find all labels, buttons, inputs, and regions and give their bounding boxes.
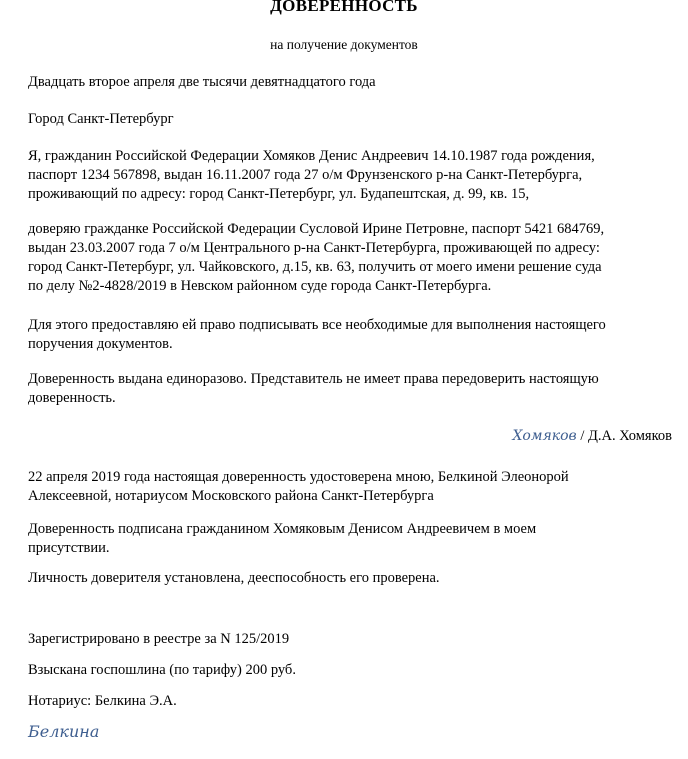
trust-line: город Санкт-Петербург, ул. Чайковского, д.15, кв. 63, получить от моего имени решение суда [28, 259, 602, 275]
notary-handwritten-signature: Белкина [28, 722, 100, 741]
principal-handwritten-signature: Хомяков [512, 428, 577, 444]
principal-line: паспорт 1234 567898, выдан 16.11.2007 года 27 о/м Фрунзенского р-на Санкт-Петербурга, [28, 167, 583, 183]
certification-line: 22 апреля 2019 года настоящая доверенность удостоверена мною, Белкиной Элеонорой [28, 469, 569, 485]
notary-certification-paragraph [28, 468, 668, 506]
presence-line: Доверенность подписана гражданином Хомяковым Денисом Андреевичем в моем [28, 521, 537, 537]
trust-paragraph [28, 220, 668, 296]
rights-line: Для этого предоставляю ей право подписывать все необходимые для выполнения настоящего [28, 317, 606, 333]
identity-statement: Личность доверителя установлена, дееспособность его проверена. [28, 570, 440, 586]
fee-line: Взыскана госпошлина (по тарифу) 200 руб. [28, 662, 296, 678]
principal-line: Я, гражданин Российской Федерации Хомяков Денис Андреевич 14.10.1987 года рождения, [28, 148, 595, 164]
principal-printed-name: Д.А. Хомяков [587, 428, 672, 444]
notary-name-line: Нотариус: Белкина Э.А. [28, 693, 177, 709]
principal-line: проживающий по адресу: город Санкт-Петербург, ул. Будапештская, д. 99, кв. 15, [28, 186, 530, 202]
one-time-line: доверенность. [28, 390, 116, 406]
presence-line: присутствии. [28, 540, 110, 556]
registry-line: Зарегистрировано в реестре за N 125/2019 [28, 631, 290, 647]
rights-paragraph [28, 316, 668, 354]
signed-in-presence-paragraph [28, 520, 668, 558]
date-line: Двадцать второе апреля две тысячи девятнадцатого года [28, 74, 376, 90]
document-title: ДОВЕРЕННОСТЬ [270, 0, 418, 15]
document-subtitle: на получение документов [270, 37, 418, 52]
trust-line: выдан 23.03.2007 года 7 о/м Центрального р-на Санкт-Петербурга, проживающей по адресу: [28, 240, 600, 256]
trust-line: доверяю гражданке Российской Федерации Сусловой Ирине Петровне, паспорт 5421 684769, [28, 221, 605, 237]
trust-line: по делу №2-4828/2019 в Невском районном суде города Санкт-Петербурга. [28, 278, 492, 294]
signature-separator: / [580, 428, 585, 444]
one-time-paragraph [28, 370, 668, 408]
city-line: Город Санкт-Петербург [28, 111, 174, 127]
one-time-line: Доверенность выдана единоразово. Представитель не имеет права передоверить настоящую [28, 371, 599, 387]
principal-signature-block [512, 426, 672, 446]
rights-line: поручения документов. [28, 336, 173, 352]
certification-line: Алексеевной, нотариусом Московского района Санкт-Петербурга [28, 488, 434, 504]
principal-paragraph [28, 147, 668, 204]
